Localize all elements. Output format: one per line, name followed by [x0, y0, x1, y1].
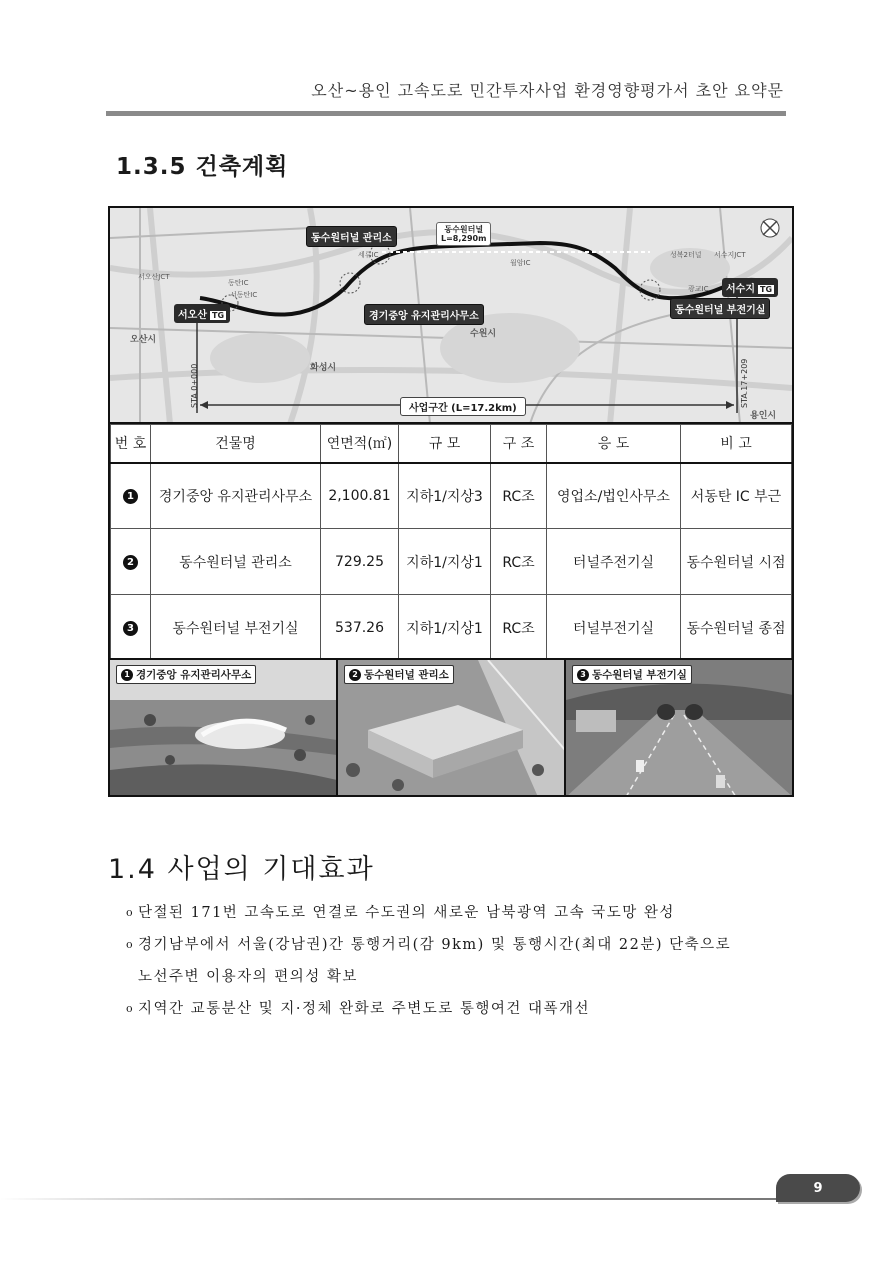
col-header-note: 비 고 [681, 425, 792, 463]
col-header-no: 번 호 [111, 425, 151, 463]
col-header-scale: 규 모 [399, 425, 491, 463]
col-header-name: 건물명 [151, 425, 321, 463]
photo-caption-text: 경기중앙 유지관리사무소 [136, 669, 252, 681]
table-row [111, 529, 792, 595]
map-label-tunnel-length: L=8,290m [441, 234, 487, 243]
cell-note: 동수원터널 종점 [681, 595, 792, 661]
header-title: 오산~용인 고속도로 민간투자사업 환경영향평가서 초안 요약문 [311, 81, 784, 100]
photo-main-office [110, 660, 336, 795]
cell-name: 동수원터널 관리소 [151, 529, 321, 595]
list-item-text: 지역간 교통분산 및 지·정체 완화로 주변도로 통행여건 대폭개선 [138, 1001, 591, 1017]
route-map [110, 208, 792, 424]
list-item-continuation [126, 961, 792, 993]
map-place-2: 수원시 [470, 329, 497, 339]
map-place-1: 화성시 [310, 363, 337, 373]
number-badge: 3 [577, 669, 589, 681]
map-place-8: 월암IC [510, 259, 531, 267]
photo-caption [344, 665, 454, 684]
table-row [111, 595, 792, 661]
cell-structure: RC조 [491, 529, 547, 595]
table-header-row [111, 425, 792, 463]
list-item [126, 929, 792, 961]
map-label-tunnel-name: 동수원터널 [444, 225, 484, 234]
building-plan-frame [108, 206, 794, 797]
col-header-area: 연면적(㎡) [321, 425, 399, 463]
bullet-mark: o [126, 938, 133, 951]
table-row [111, 463, 792, 529]
col-header-use: 응 도 [547, 425, 681, 463]
map-place-9: 광교IC [688, 285, 709, 293]
list-item [126, 993, 792, 1025]
cell-scale: 지하1/지상3 [399, 463, 491, 529]
photo-caption [116, 665, 256, 684]
photo-caption-text: 동수원터널 부전기실 [592, 669, 687, 681]
end-tg-suffix: TG [759, 285, 773, 294]
list-item-text: 노선주변 이용자의 편의성 확보 [138, 969, 358, 985]
cell-scale: 지하1/지상1 [399, 529, 491, 595]
number-badge: 2 [349, 669, 361, 681]
cell-area: 537.26 [321, 595, 399, 661]
photo-mgmt-office [336, 660, 564, 795]
start-tg-suffix: TG [211, 311, 225, 320]
map-place-4: 서오산JCT [138, 273, 170, 281]
photo-aux-facility [564, 660, 792, 795]
header-rule [106, 111, 786, 116]
section-title-135: 1.3.5 건축계획 [116, 154, 289, 180]
footer-rule [0, 1198, 780, 1200]
map-place-0: 오산시 [130, 335, 157, 345]
map-label-start-tg [174, 304, 230, 323]
bullet-mark: o [126, 906, 133, 919]
number-badge: 1 [121, 669, 133, 681]
north-arrow-icon [761, 219, 779, 237]
start-tg-name: 서오산 [178, 310, 207, 321]
map-label-mgmt-office: 동수원터널 관리소 [306, 226, 397, 247]
cell-use: 터널부전기실 [547, 595, 681, 661]
map-place-3: 용인시 [750, 411, 777, 421]
cell-note: 서동탄 IC 부근 [681, 463, 792, 529]
list-item [126, 897, 792, 929]
number-badge: 1 [123, 489, 138, 504]
cell-use: 영업소/법인사무소 [547, 463, 681, 529]
cell-area: 2,100.81 [321, 463, 399, 529]
expected-effects-list [126, 897, 792, 1025]
cell-scale: 지하1/지상1 [399, 595, 491, 661]
bullet-mark: o [126, 1002, 133, 1015]
cell-structure: RC조 [491, 463, 547, 529]
map-place-5: 동탄IC [228, 279, 249, 287]
cell-name: 동수원터널 부전기실 [151, 595, 321, 661]
end-tg-name: 서수지 [726, 284, 755, 295]
map-label-sta-start: STA.0+000 [190, 363, 199, 408]
col-header-structure: 구 조 [491, 425, 547, 463]
cell-area: 729.25 [321, 529, 399, 595]
map-place-11: 성복2터널 [670, 251, 702, 259]
map-place-7: 세류IC [358, 251, 379, 259]
map-label-main-office: 경기중앙 유지관리사무소 [364, 304, 484, 325]
number-badge: 2 [123, 555, 138, 570]
photo-strip [110, 658, 792, 795]
list-item-text: 단절된 171번 고속도로 연결로 수도권의 새로운 남북광역 고속 국도망 완성 [138, 905, 675, 921]
map-label-range: 사업구간 (L=17.2km) [400, 397, 526, 416]
cell-structure: RC조 [491, 595, 547, 661]
cell-no [111, 463, 151, 529]
cell-name: 경기중앙 유지관리사무소 [151, 463, 321, 529]
map-label-sta-end: STA.17+209 [740, 358, 749, 408]
building-table [110, 424, 792, 661]
map-label-aux-facility: 동수원터널 부전기실 [670, 298, 770, 319]
page-number: 9 [776, 1174, 860, 1202]
map-label-tunnel [436, 222, 491, 246]
section-title-14: 1.4 사업의 기대효과 [108, 854, 375, 885]
cell-note: 동수원터널 시점 [681, 529, 792, 595]
photo-caption-text: 동수원터널 관리소 [364, 669, 449, 681]
cell-no [111, 595, 151, 661]
number-badge: 3 [123, 621, 138, 636]
map-place-10: 서수지JCT [714, 251, 746, 259]
cell-use: 터널주전기실 [547, 529, 681, 595]
cell-no [111, 529, 151, 595]
photo-caption [572, 665, 692, 684]
map-place-6: 서동탄IC [230, 291, 258, 299]
list-item-text: 경기남부에서 서울(강남권)간 통행거리(감 9km) 및 통행시간(최대 22분) 단축으로 [138, 937, 732, 953]
map-label-end-tg [722, 278, 778, 297]
